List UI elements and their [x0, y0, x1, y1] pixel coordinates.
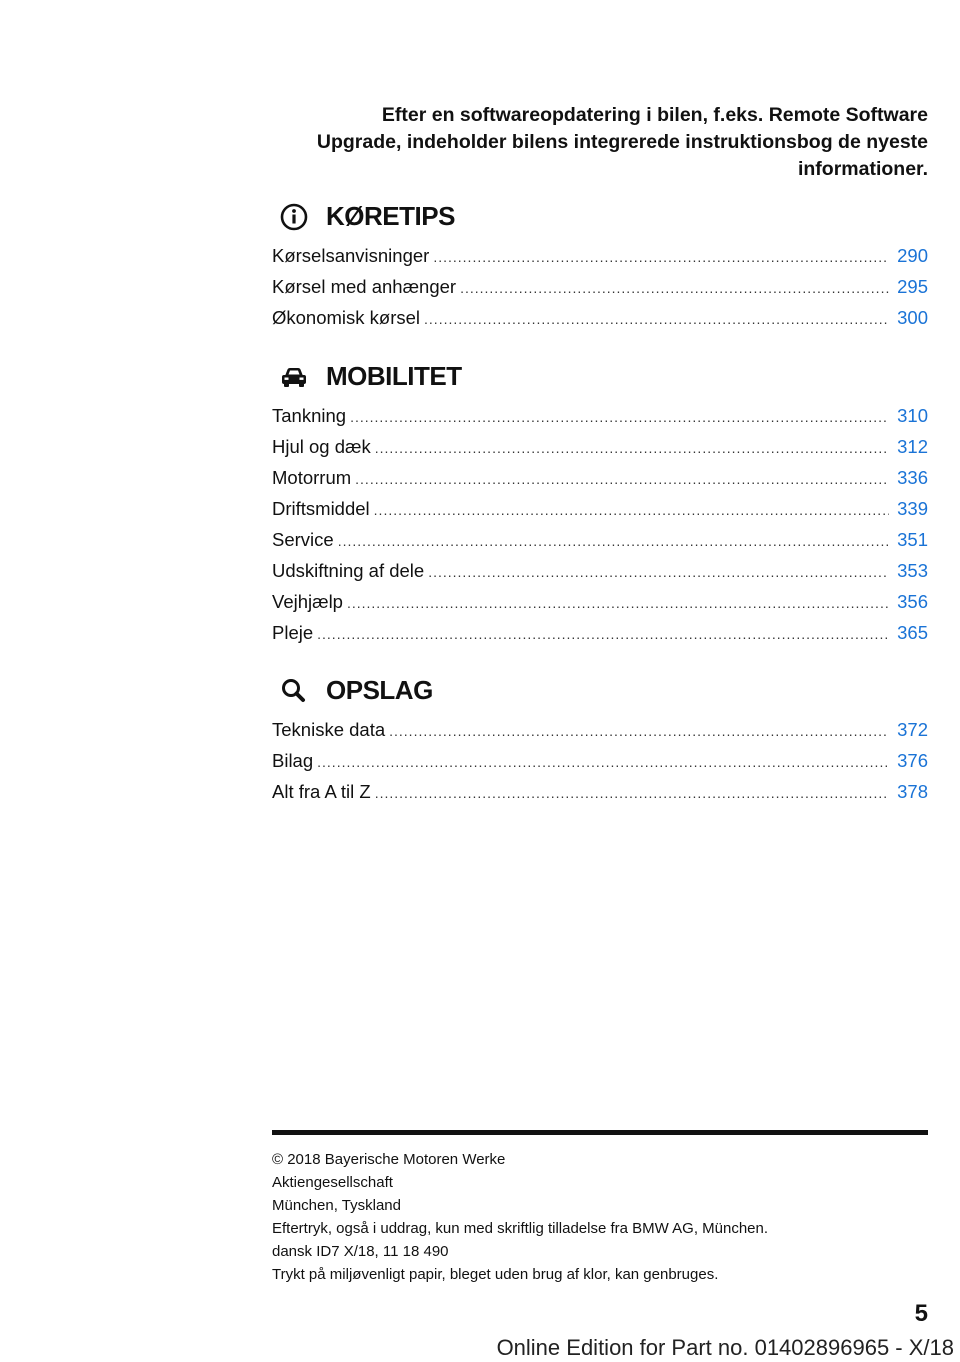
- toc-label: Bilag: [272, 750, 314, 771]
- section-opslag: [272, 672, 928, 807]
- toc-label: Udskiftning af dele: [272, 560, 425, 581]
- intro-line-3: informationer.: [797, 158, 928, 180]
- toc-entry[interactable]: [272, 617, 928, 648]
- imprint-line: dansk ID7 X/18, 11 18 490: [272, 1243, 449, 1260]
- toc-label: Alt fra A til Z: [272, 781, 371, 802]
- toc-label: Kørselsanvisninger: [272, 245, 430, 266]
- page-link[interactable]: 378: [897, 781, 928, 802]
- intro-line-1: Efter en softwareopdatering i bilen, f.eks. Remote Software: [381, 104, 928, 126]
- leader-dots: [347, 588, 889, 619]
- toc-entry[interactable]: [272, 240, 928, 271]
- page-link[interactable]: 310: [897, 405, 928, 426]
- section-title: MOBILITET: [326, 361, 462, 391]
- toc-entry[interactable]: [272, 555, 928, 586]
- leader-dots: [338, 526, 889, 557]
- leader-dots: [350, 402, 889, 433]
- leader-dots: [375, 433, 889, 464]
- toc-label: Vejhjælp: [272, 591, 343, 612]
- leader-dots: [375, 778, 889, 809]
- section-title: KØRETIPS: [326, 201, 455, 231]
- toc-label: Pleje: [272, 622, 314, 643]
- footer-divider: [272, 1130, 928, 1135]
- section-title: OPSLAG: [326, 675, 433, 705]
- page-link[interactable]: 356: [897, 591, 928, 612]
- page-link[interactable]: 312: [897, 436, 928, 457]
- info-icon: [276, 200, 312, 234]
- leader-dots: [424, 304, 889, 335]
- toc-label: Tankning: [272, 405, 347, 426]
- leader-dots: [355, 464, 889, 495]
- section-mobilitet: [272, 358, 928, 648]
- page-link[interactable]: 372: [897, 719, 928, 740]
- toc-entry[interactable]: [272, 714, 928, 745]
- page-link[interactable]: 365: [897, 622, 928, 643]
- toc-entry[interactable]: [272, 271, 928, 302]
- section-header: [272, 358, 928, 398]
- leader-dots: [433, 242, 889, 273]
- leader-dots: [317, 619, 889, 650]
- page-link[interactable]: 300: [897, 307, 928, 328]
- toc-label: Service: [272, 529, 334, 550]
- toc-entry[interactable]: [272, 302, 928, 333]
- leader-dots: [317, 747, 889, 778]
- imprint-line: © 2018 Bayerische Motoren Werke: [272, 1151, 506, 1168]
- toc-entry[interactable]: [272, 745, 928, 776]
- toc-entry[interactable]: [272, 462, 928, 493]
- leader-dots: [389, 716, 889, 747]
- toc-label: Hjul og dæk: [272, 436, 371, 457]
- car-icon: [276, 360, 312, 394]
- section-header: [272, 672, 928, 712]
- page-link[interactable]: 351: [897, 529, 928, 550]
- page-link[interactable]: 336: [897, 467, 928, 488]
- intro-text: [272, 102, 928, 183]
- toc-entry[interactable]: [272, 431, 928, 462]
- toc-entry[interactable]: [272, 776, 928, 807]
- section-header: [272, 198, 928, 238]
- leader-dots: [460, 273, 889, 304]
- page-link[interactable]: 353: [897, 560, 928, 581]
- toc-entry[interactable]: [272, 524, 928, 555]
- page-link[interactable]: 376: [897, 750, 928, 771]
- leader-dots: [428, 557, 889, 588]
- intro-line-2: Upgrade, indeholder bilens integrerede instruktionsbog de nyeste: [316, 131, 928, 153]
- toc-entry[interactable]: [272, 400, 928, 431]
- toc-label: Motorrum: [272, 467, 352, 488]
- page-number: 5: [914, 1300, 928, 1327]
- toc-label: Kørsel med anhænger: [272, 276, 457, 297]
- imprint-line: Aktiengesellschaft: [272, 1174, 393, 1191]
- page-link[interactable]: 295: [897, 276, 928, 297]
- toc-entry[interactable]: [272, 493, 928, 524]
- page-link[interactable]: 339: [897, 498, 928, 519]
- search-icon: [276, 674, 312, 708]
- toc-label: Tekniske data: [272, 719, 386, 740]
- imprint-line: München, Tyskland: [272, 1197, 401, 1214]
- leader-dots: [374, 495, 889, 526]
- imprint-line: Trykt på miljøvenligt papir, bleget uden brug af klor, kan genbruges.: [272, 1266, 719, 1283]
- imprint: [272, 1148, 928, 1286]
- toc-label: Driftsmiddel: [272, 498, 370, 519]
- toc-label: Økonomisk kørsel: [272, 307, 421, 328]
- imprint-line: Eftertryk, også i uddrag, kun med skriftlig tilladelse fra BMW AG, München.: [272, 1220, 769, 1237]
- section-koeretips: [272, 198, 928, 333]
- page-link[interactable]: 290: [897, 245, 928, 266]
- toc-entry[interactable]: [272, 586, 928, 617]
- watermark: Online Edition for Part no. 01402896965 - X/18: [496, 1335, 954, 1360]
